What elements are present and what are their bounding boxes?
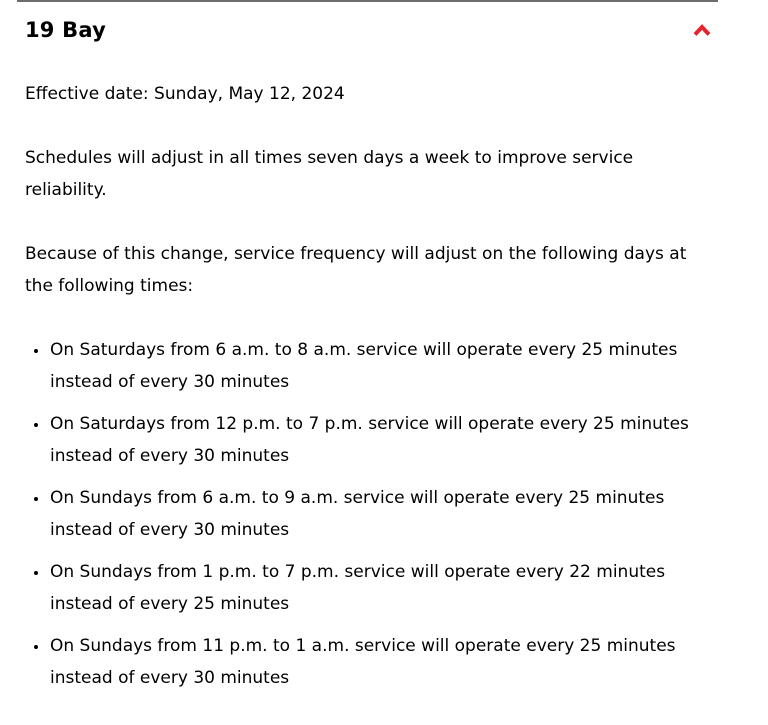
service-change-list (25, 334, 710, 694)
collapse-button[interactable] (692, 22, 712, 38)
accordion-header[interactable] (17, 2, 718, 44)
details-paragraph: Because of this change, service frequency will adjust on the following days at the following times: (25, 244, 687, 296)
effective-date: Effective date: Sunday, May 12, 2024 (25, 84, 345, 104)
intro-paragraph: Schedules will adjust in all times seven days a week to improve service reliability. (25, 148, 634, 200)
list-item: • On Saturdays from 6 a.m. to 8 a.m. service will operate every 25 minutes instead of every 30 minutes (49, 334, 710, 398)
list-item: • On Sundays from 1 p.m. to 7 p.m. service will operate every 22 minutes instead of every 25 minutes (49, 556, 710, 620)
chevron-up-icon (692, 22, 712, 38)
list-item: • On Sundays from 11 p.m. to 1 a.m. service will operate every 25 minutes instead of every 30 minutes (49, 630, 710, 694)
route-title: 19 Bay (25, 18, 106, 42)
route-accordion-section (17, 0, 718, 694)
list-item: • On Saturdays from 12 p.m. to 7 p.m. service will operate every 25 minutes instead of every 30 minutes (49, 408, 710, 472)
accordion-body (17, 78, 718, 694)
list-item: • On Sundays from 6 a.m. to 9 a.m. service will operate every 25 minutes instead of every 30 minutes (49, 482, 710, 546)
